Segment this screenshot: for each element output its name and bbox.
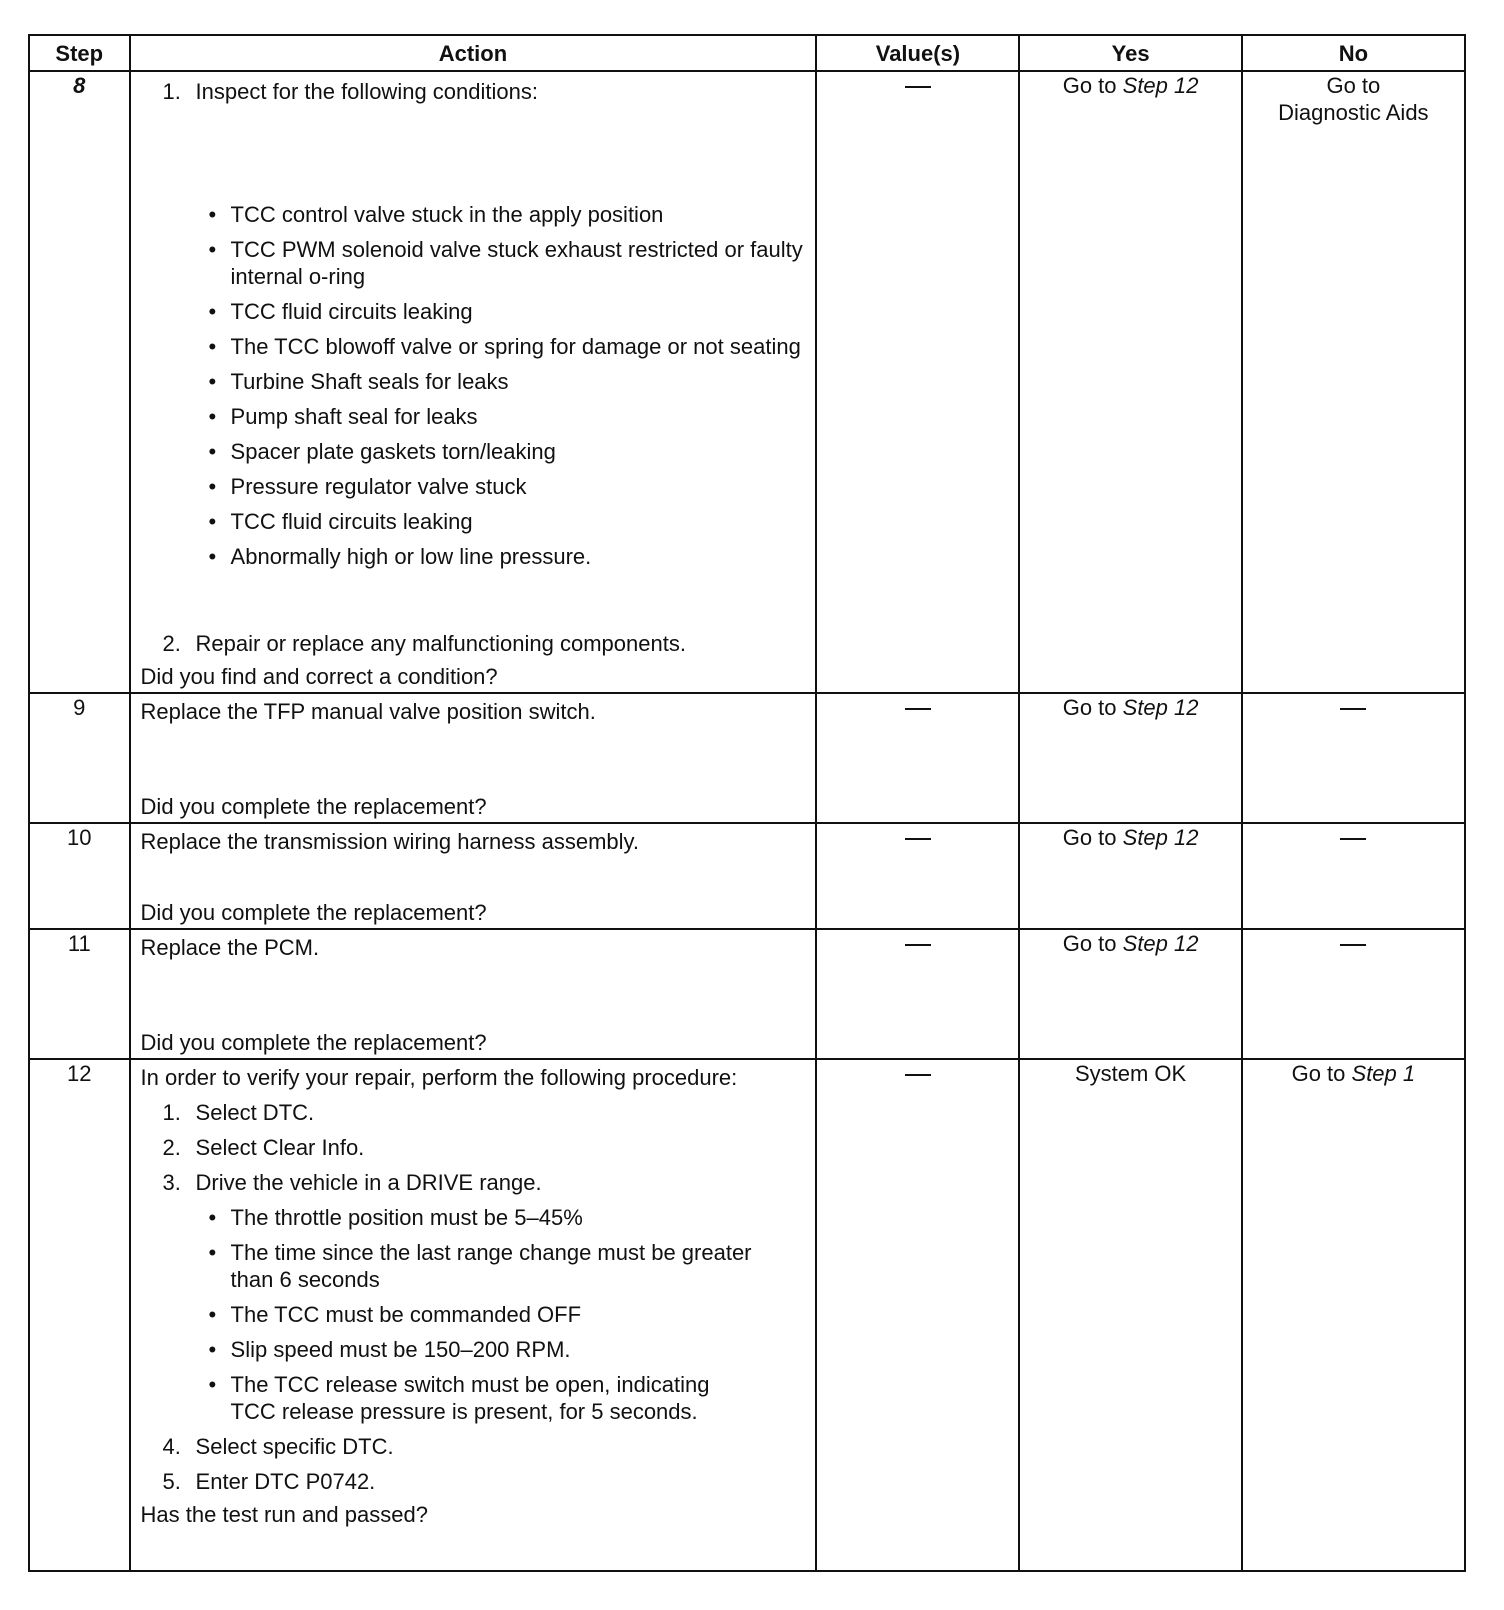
numbered-item: 1. Inspect for the following conditions:	[162, 79, 538, 104]
bullet-item: • Pump shaft seal for leaks	[208, 404, 478, 429]
action-cell	[130, 693, 817, 823]
step-number: 9	[29, 693, 130, 823]
header-action: Action	[130, 35, 817, 71]
table-row-step-9	[29, 693, 1465, 823]
action-cell	[130, 823, 817, 929]
table-row-step-12	[29, 1059, 1465, 1571]
yes-cell: Go to Step 12	[1019, 71, 1241, 693]
yes-cell: Go to Step 12	[1019, 823, 1241, 929]
question-text: Did you complete the replacement?	[140, 900, 487, 925]
action-cell	[130, 929, 817, 1059]
numbered-item: 4. Select specific DTC.	[162, 1434, 394, 1459]
dash-icon	[905, 838, 931, 840]
action-cell	[130, 1059, 817, 1571]
no-cell	[1242, 823, 1465, 929]
header-values: Value(s)	[816, 35, 1019, 71]
question-text: Did you complete the replacement?	[140, 794, 487, 819]
step-number: 8	[29, 71, 130, 693]
value-cell	[816, 693, 1019, 823]
yes-cell: Go to Step 12	[1019, 929, 1241, 1059]
table-row-step-8	[29, 71, 1465, 693]
numbered-item: 2. Select Clear Info.	[162, 1135, 365, 1160]
dash-icon	[905, 708, 931, 710]
dash-icon	[1340, 838, 1366, 840]
bullet-item: • TCC fluid circuits leaking	[208, 299, 473, 324]
no-cell	[1242, 929, 1465, 1059]
table-row-step-10	[29, 823, 1465, 929]
value-cell	[816, 929, 1019, 1059]
numbered-item: 2. Repair or replace any malfunctioning components.	[162, 631, 686, 656]
no-cell	[1242, 693, 1465, 823]
bullet-item: • Slip speed must be 150–200 RPM.	[208, 1337, 571, 1362]
bullet-item: • The TCC must be commanded OFF	[208, 1302, 582, 1327]
bullet-item: • The TCC release switch must be open, indicating TCC release pressure is present, for 5 seconds.	[208, 1372, 710, 1424]
step-number: 11	[29, 929, 130, 1059]
yes-cell: System OK	[1019, 1059, 1241, 1571]
bullet-item: • Spacer plate gaskets torn/leaking	[208, 439, 556, 464]
action-cell	[130, 71, 817, 693]
numbered-item: 1. Select DTC.	[162, 1100, 315, 1125]
header-no: No	[1242, 35, 1465, 71]
diagnostic-table	[28, 34, 1466, 1572]
value-cell	[816, 71, 1019, 693]
table-row-step-11	[29, 929, 1465, 1059]
header-step: Step	[29, 35, 130, 71]
header-row	[29, 35, 1465, 71]
action-text: Replace the PCM.	[140, 935, 320, 960]
bullet-item: • The TCC blowoff valve or spring for damage or not seating	[208, 334, 801, 359]
no-cell: Go to Step 1	[1242, 1059, 1465, 1571]
dash-icon	[905, 86, 931, 88]
value-cell	[816, 823, 1019, 929]
action-text: Replace the TFP manual valve position switch.	[140, 699, 596, 724]
yes-cell: Go to Step 12	[1019, 693, 1241, 823]
bullet-item: • Abnormally high or low line pressure.	[208, 544, 592, 569]
question-text: Did you complete the replacement?	[140, 1030, 487, 1055]
bullet-item: • The throttle position must be 5–45%	[208, 1205, 583, 1230]
numbered-item: 3. Drive the vehicle in a DRIVE range.	[162, 1170, 542, 1195]
value-cell	[816, 1059, 1019, 1571]
dash-icon	[905, 1074, 931, 1076]
bullet-item: • The time since the last range change must be greater than 6 seconds	[208, 1240, 752, 1292]
numbered-item: 5. Enter DTC P0742.	[162, 1469, 376, 1494]
question-text: Has the test run and passed?	[140, 1502, 428, 1527]
dash-icon	[1340, 944, 1366, 946]
bullet-item: • TCC PWM solenoid valve stuck exhaust restricted or faulty internal o-ring	[208, 237, 803, 289]
dash-icon	[905, 944, 931, 946]
step-number: 10	[29, 823, 130, 929]
no-cell: Go to Diagnostic Aids	[1242, 71, 1465, 693]
bullet-item: • Turbine Shaft seals for leaks	[208, 369, 509, 394]
dash-icon	[1340, 708, 1366, 710]
action-text: Replace the transmission wiring harness assembly.	[140, 829, 640, 854]
step-number: 12	[29, 1059, 130, 1571]
bullet-item: • TCC control valve stuck in the apply position	[208, 202, 664, 227]
header-yes: Yes	[1019, 35, 1241, 71]
bullet-item: • Pressure regulator valve stuck	[208, 474, 527, 499]
question-text: Did you find and correct a condition?	[140, 664, 498, 689]
bullet-item: • TCC fluid circuits leaking	[208, 509, 473, 534]
intro-text: In order to verify your repair, perform the following procedure:	[140, 1065, 738, 1090]
